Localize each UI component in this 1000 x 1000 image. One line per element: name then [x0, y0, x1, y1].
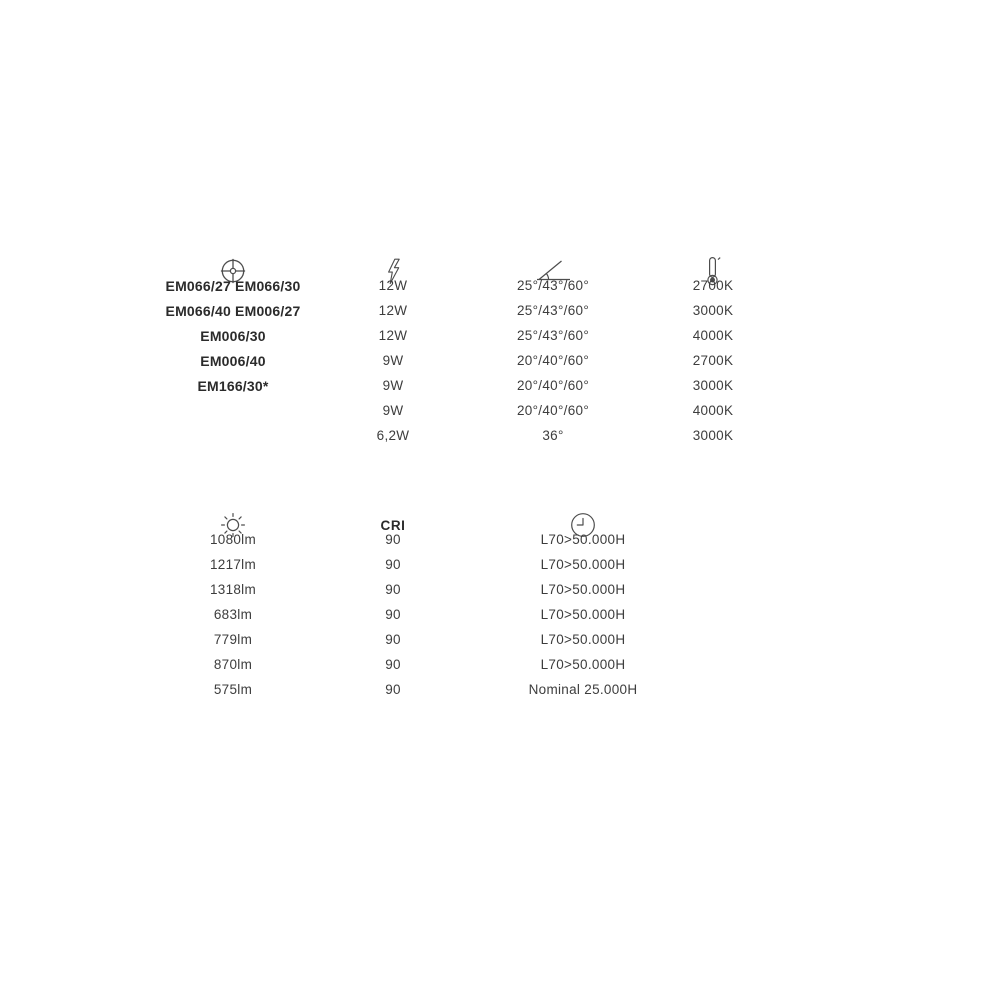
- beam-angle-value: 25°/43°/60°: [516, 303, 590, 318]
- cri-value: 90: [385, 607, 401, 622]
- wattage-value: 12W: [378, 278, 408, 293]
- beam-angle-value: 20°/40°/60°: [516, 378, 590, 393]
- cri-column-header: CRI: [380, 517, 406, 533]
- cri-value: 90: [385, 682, 401, 697]
- wattage-value: 9W: [382, 403, 404, 418]
- lifetime-value: Nominal 25.000H: [528, 682, 638, 697]
- cri-value: 90: [385, 582, 401, 597]
- lifetime-value: L70>50.000H: [540, 582, 626, 597]
- beam-angle-value: 20°/40°/60°: [516, 403, 590, 418]
- wattage-value: 9W: [382, 378, 404, 393]
- wattage-value: 12W: [378, 303, 408, 318]
- lifetime-value: L70>50.000H: [540, 607, 626, 622]
- cri-value: 90: [385, 657, 401, 672]
- color-temp-value: 4000K: [692, 328, 734, 343]
- product-code: EM006/40: [200, 352, 266, 369]
- lifetime-value: L70>50.000H: [540, 557, 626, 572]
- cri-value: 90: [385, 532, 401, 547]
- lifetime-value: L70>50.000H: [540, 632, 626, 647]
- cri-value: 90: [385, 557, 401, 572]
- product-code-empty: [153, 398, 313, 423]
- lifetime-value: L70>50.000H: [540, 532, 626, 547]
- beam-angle-value: 25°/43°/60°: [516, 328, 590, 343]
- photometric-spec-table: [153, 502, 693, 702]
- luminous-flux-value: 683lm: [213, 607, 253, 622]
- product-code: EM006/30: [200, 327, 266, 344]
- luminous-flux-value: 1217lm: [209, 557, 257, 572]
- beam-angle-value: 25°/43°/60°: [516, 278, 590, 293]
- luminous-flux-value: 1318lm: [209, 582, 257, 597]
- product-code: EM066/40 EM006/27: [165, 302, 301, 319]
- product-code: EM166/30*: [197, 377, 269, 394]
- electrical-spec-table: [153, 248, 793, 448]
- color-temp-value: 3000K: [692, 428, 734, 443]
- color-temp-value: 2700K: [692, 353, 734, 368]
- lifetime-value: L70>50.000H: [540, 657, 626, 672]
- color-temp-value: 3000K: [692, 378, 734, 393]
- luminous-flux-value: 575lm: [213, 682, 253, 697]
- beam-angle-value: 20°/40°/60°: [516, 353, 590, 368]
- color-temp-value: 2700K: [692, 278, 734, 293]
- wattage-value: 6,2W: [376, 428, 410, 443]
- luminous-flux-value: 870lm: [213, 657, 253, 672]
- product-code-empty: [153, 423, 313, 448]
- cri-value: 90: [385, 632, 401, 647]
- color-temp-value: 3000K: [692, 303, 734, 318]
- color-temp-value: 4000K: [692, 403, 734, 418]
- luminous-flux-value: 779lm: [213, 632, 253, 647]
- wattage-value: 12W: [378, 328, 408, 343]
- product-code: EM066/27 EM066/30: [165, 277, 301, 294]
- beam-angle-value: 36°: [542, 428, 564, 443]
- luminous-flux-value: 1080lm: [209, 532, 257, 547]
- wattage-value: 9W: [382, 353, 404, 368]
